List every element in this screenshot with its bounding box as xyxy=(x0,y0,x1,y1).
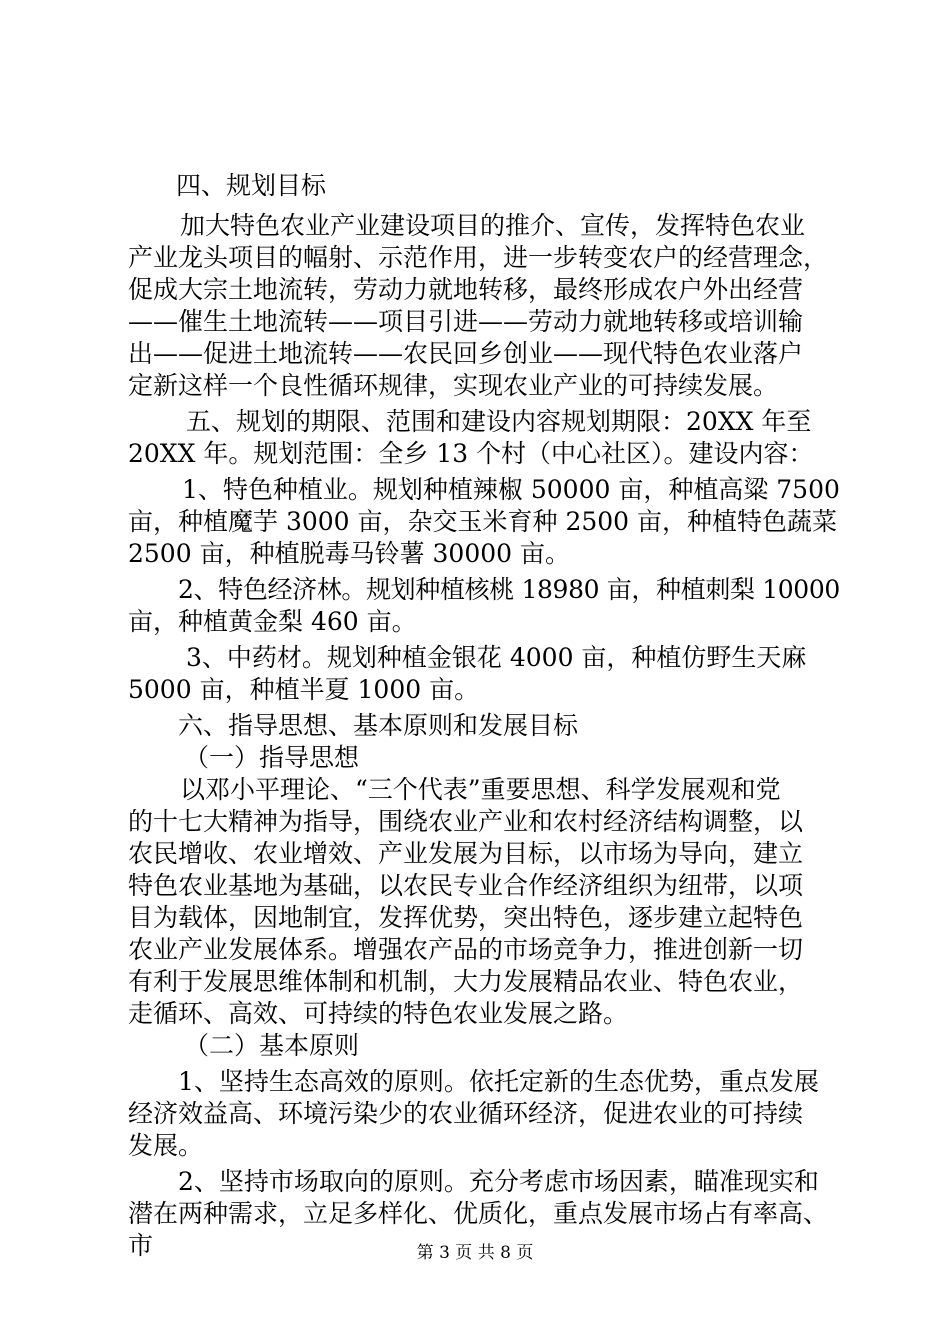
text-line: 农业产业发展体系。增强农产品的市场竞争力，推进创新一切 xyxy=(128,935,804,964)
text-line: ——催生土地流转——项目引进——劳动力就地转移或培训输 xyxy=(128,307,804,336)
text-line: 市 xyxy=(128,1231,154,1260)
text-line: 的十七大精神为指导，围绕农业产业和农村经济结构调整，以 xyxy=(128,807,804,836)
text-line: 目为载体，因地制宜，发挥优势，突出特色，逐步建立起特色 xyxy=(128,903,804,932)
text-line: 1、特色种植业。规划种植辣椒 50000 亩，种植高粱 7500 xyxy=(182,475,840,504)
text-line: 农民增收、农业增效、产业发展为目标，以市场为导向，建立 xyxy=(128,839,804,868)
text-line: 2、坚持市场取向的原则。充分考虑市场因素，瞄准现实和 xyxy=(178,1167,819,1196)
text-line: 五、规划的期限、范围和建设内容规划期限：20XX 年至 xyxy=(186,407,812,436)
text-line: 潜在两种需求，立足多样化、优质化，重点发展市场占有率高、 xyxy=(128,1199,829,1228)
text-line: （二）基本原则 xyxy=(184,1031,360,1060)
text-line: 亩，种植黄金梨 460 亩。 xyxy=(128,607,417,636)
text-line: 促成大宗土地流转，劳动力就地转移，最终形成农户外出经营 xyxy=(128,275,804,304)
text-line: 六、指导思想、基本原则和发展目标 xyxy=(178,711,579,740)
text-line: 以邓小平理论、“三个代表”重要思想、科学发展观和党 xyxy=(180,775,781,804)
text-line: 经济效益高、环境污染少的农业循环经济，促进农业的可持续 xyxy=(128,1099,804,1128)
text-line: 5000 亩，种植半夏 1000 亩。 xyxy=(128,675,480,704)
text-line: 加大特色农业产业建设项目的推介、宣传，发挥特色农业 xyxy=(180,211,806,240)
text-line: （一）指导思想 xyxy=(184,743,360,772)
page-footer: 第 3 页 共 8 页 xyxy=(416,1243,534,1263)
text-line: 特色农业基地为基础，以农民专业合作经济组织为纽带，以项 xyxy=(128,871,804,900)
text-line: 走循环、高效、可持续的特色农业发展之路。 xyxy=(128,999,629,1028)
text-line: 20XX 年。规划范围：全乡 13 个村（中心社区）。建设内容： xyxy=(128,439,814,468)
text-line: 2、特色经济林。规划种植核桃 18980 亩，种植刺梨 10000 xyxy=(178,575,840,604)
text-line: 3、中药材。规划种植金银花 4000 亩，种植仿野生天麻 xyxy=(186,643,807,672)
text-line: 亩，种植魔芋 3000 亩，杂交玉米育种 2500 亩，种植特色蔬菜 xyxy=(128,507,838,536)
text-line: 产业龙头项目的幅射、示范作用，进一步转变农户的经营理念， xyxy=(128,243,829,272)
text-line: 出——促进土地流转——农民回乡创业——现代特色农业落户 xyxy=(128,339,804,368)
text-line: 1、坚持生态高效的原则。依托定新的生态优势，重点发展 xyxy=(178,1067,819,1096)
text-line: 发展。 xyxy=(128,1131,204,1160)
text-line: 有利于发展思维体制和机制，大力发展精品农业、特色农业， xyxy=(128,967,804,996)
text-line: 定新这样一个良性循环规律，实现农业产业的可持续发展。 xyxy=(128,371,779,400)
text-line: 2500 亩，种植脱毒马铃薯 30000 亩。 xyxy=(128,539,570,568)
text-line: 四、规划目标 xyxy=(176,171,327,200)
